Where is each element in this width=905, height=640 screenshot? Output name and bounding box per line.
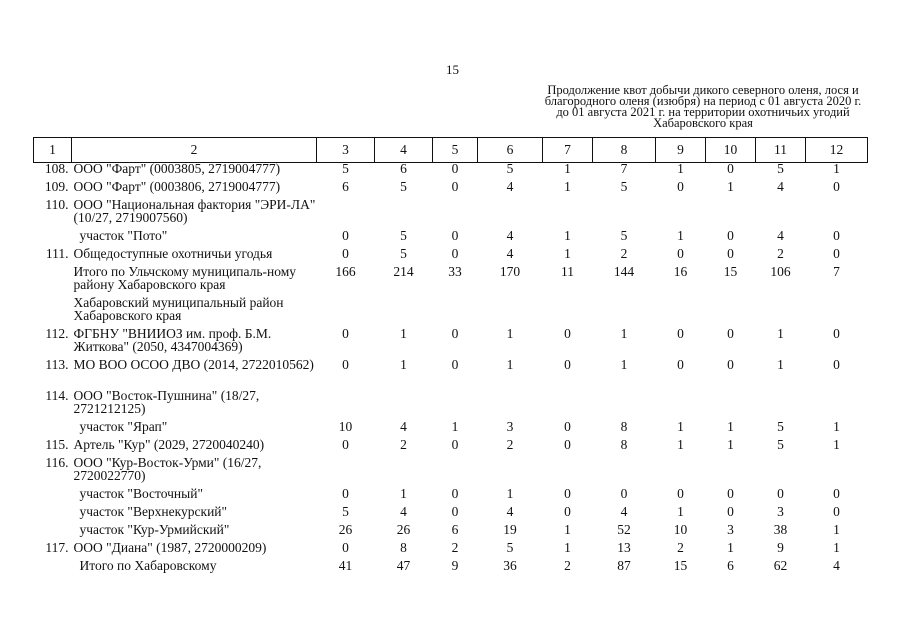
column-header: 6 [478,138,543,163]
quota-value-cell: 4 [833,558,840,573]
quota-value-cell: 2 [677,540,684,555]
quota-table [33,137,868,578]
column-header: 8 [593,138,656,163]
quota-value-cell: 1 [727,437,734,452]
quota-value-cell: 0 [833,357,840,372]
column-header: 4 [375,138,433,163]
quota-value-cell [478,457,543,488]
quota-value-cell: 4 [620,504,628,519]
quota-value-cell: 0 [342,437,349,452]
quota-value-cell: 41 [338,558,353,573]
caption-line: Хабаровского края [653,116,753,130]
quota-value-cell: 0 [564,504,571,519]
quota-value-cell [656,390,706,421]
row-number: 111. [45,246,69,261]
quota-value-cell [375,390,433,421]
quota-value-cell [806,199,868,230]
quota-value-cell: 36 [503,558,517,573]
quota-value-cell [478,199,543,230]
quota-value-cell: 170 [499,264,521,279]
quota-value-cell: 1 [620,357,628,372]
row-name: участок "Восточный" [79,486,203,501]
quota-value-cell: 10 [338,419,353,434]
caption-line: до 01 августа 2021 г. на территории охотничьих угодий [556,105,850,119]
quota-value-cell: 0 [727,228,734,243]
row-name: ООО "Восток-Пушнина" (18/27, 2721212125) [73,388,260,416]
quota-value-cell: 5 [777,437,784,452]
quota-value-cell: 0 [727,504,734,519]
quota-value-cell [706,390,756,421]
quota-value-cell: 0 [342,486,349,501]
column-header: 9 [656,138,706,163]
quota-value-cell: 5 [400,228,407,243]
quota-value-cell: 0 [451,179,459,194]
quota-value-cell: 1 [564,228,571,243]
row-number [34,297,72,328]
quota-value-cell [593,457,656,488]
quota-value-cell: 0 [451,246,459,261]
quota-value-cell: 0 [677,486,684,501]
quota-value-cell: 2 [506,437,514,452]
quota-value-cell: 11 [561,264,574,279]
quota-value-cell [706,457,756,488]
quota-value-cell [317,297,375,328]
column-header: 1 [34,138,72,163]
quota-value-cell [478,390,543,421]
quota-value-cell [375,199,433,230]
quota-value-cell: 1 [727,419,734,434]
table-row [34,560,868,578]
quota-value-cell [478,297,543,328]
column-header: 3 [317,138,375,163]
quota-value-cell: 0 [564,419,571,434]
table-row [34,328,868,359]
quota-value-cell: 1 [564,522,571,537]
quota-value-cell: 5 [400,179,407,194]
quota-value-cell: 0 [833,179,840,194]
quota-value-cell: 1 [564,179,571,194]
quota-value-cell [433,297,478,328]
row-number: 116. [45,455,69,470]
quota-value-cell: 0 [777,486,784,501]
quota-value-cell: 106 [770,264,791,279]
quota-value-cell: 0 [451,504,459,519]
quota-value-cell: 5 [342,504,349,519]
table-header [34,138,868,163]
quota-value-cell: 3 [777,504,784,519]
quota-value-cell [433,390,478,421]
quota-value-cell [706,199,756,230]
row-name: ООО "Национальная фактория "ЭРИ-ЛА" (10/27, 2719007560) [73,197,316,225]
quota-value-cell: 1 [777,326,784,341]
row-name: Итого по Ульчскому муниципаль-ному району Хабаровского края [73,264,297,292]
quota-value-cell: 26 [338,522,353,537]
quota-value-cell [656,457,706,488]
quota-value-cell: 0 [620,486,628,501]
quota-value-cell: 10 [673,522,688,537]
quota-value-cell: 13 [617,540,631,555]
quota-value-cell: 1 [506,486,514,501]
quota-value-cell: 0 [833,326,840,341]
quota-value-cell [756,457,806,488]
quota-value-cell: 1 [677,228,684,243]
row-number: 114. [45,388,69,403]
quota-value-cell: 47 [396,558,411,573]
quota-value-cell [317,199,375,230]
quota-value-cell: 5 [777,161,784,176]
quota-value-cell: 2 [451,540,459,555]
quota-value-cell [543,457,593,488]
quota-value-cell [806,297,868,328]
quota-value-cell [806,390,868,421]
quota-value-cell: 5 [506,161,514,176]
row-number: 113. [45,357,69,372]
quota-value-cell: 0 [727,161,734,176]
quota-value-cell: 9 [777,540,784,555]
quota-value-cell: 0 [342,357,349,372]
quota-value-cell: 9 [451,558,459,573]
quota-value-cell: 0 [564,326,571,341]
row-number: 110. [45,197,69,212]
quota-value-cell: 8 [620,437,628,452]
quota-value-cell: 15 [723,264,738,279]
row-number: 115. [45,437,69,452]
quota-value-cell: 4 [777,228,784,243]
quota-value-cell: 0 [564,357,571,372]
quota-value-cell: 0 [833,504,840,519]
quota-value-cell: 0 [677,246,684,261]
row-name: ФГБНУ "ВНИИОЗ им. проф. Б.М. Житкова" (2050, 4347004369) [73,326,272,354]
quota-value-cell: 0 [833,486,840,501]
quota-value-cell: 4 [506,246,514,261]
quota-value-cell: 1 [727,540,734,555]
table-body [34,163,868,579]
row-name: участок "Кур-Урмийский" [79,522,230,537]
column-header: 10 [706,138,756,163]
quota-value-cell: 5 [620,179,628,194]
quota-value-cell: 4 [506,179,514,194]
quota-value-cell [433,199,478,230]
row-name: Артель "Кур" (2029, 2720040240) [73,437,265,452]
quota-value-cell: 0 [727,486,734,501]
quota-value-cell [593,297,656,328]
quota-value-cell: 38 [773,522,788,537]
quota-value-cell: 5 [342,161,349,176]
quota-value-cell: 1 [833,437,840,452]
table-caption [532,85,874,129]
quota-value-cell [756,390,806,421]
table-row [34,457,868,488]
quota-value-cell [317,457,375,488]
quota-value-cell: 2 [564,558,571,573]
quota-value-cell: 214 [393,264,414,279]
quota-value-cell [656,199,706,230]
column-header: 5 [433,138,478,163]
quota-value-cell: 1 [677,504,684,519]
quota-value-cell: 0 [342,228,349,243]
page-number: 15 [446,62,459,77]
quota-value-cell [433,457,478,488]
row-name: участок "Верхнекурский" [79,504,228,519]
quota-value-cell: 0 [564,486,571,501]
row-number [34,266,72,297]
quota-value-cell: 1 [506,326,514,341]
quota-value-cell: 0 [677,357,684,372]
quota-value-cell: 19 [503,522,517,537]
quota-value-cell [375,457,433,488]
quota-value-cell: 4 [777,179,784,194]
table-row [34,266,868,297]
quota-value-cell: 4 [400,504,407,519]
quota-value-cell: 1 [677,419,684,434]
quota-value-cell: 0 [451,326,459,341]
header-row [34,138,868,163]
quota-value-cell: 5 [620,228,628,243]
quota-value-cell: 0 [727,246,734,261]
quota-value-cell: 87 [617,558,631,573]
quota-value-cell: 166 [335,264,356,279]
row-name: МО ВОО ОСОО ДВО (2014, 2722010562) [73,357,314,372]
row-number: 117. [45,540,69,555]
quota-value-cell: 0 [451,357,459,372]
row-name: участок "Пото" [79,228,168,243]
quota-value-cell: 2 [400,437,407,452]
quota-value-cell: 3 [506,419,514,434]
row-number [34,488,72,506]
quota-value-cell: 1 [564,161,571,176]
quota-value-cell: 6 [342,179,349,194]
quota-value-cell: 15 [673,558,688,573]
column-header: 12 [806,138,868,163]
quota-value-cell: 0 [342,326,349,341]
quota-value-cell: 8 [400,540,407,555]
quota-value-cell [656,297,706,328]
quota-value-cell [543,199,593,230]
quota-value-cell: 2 [777,246,784,261]
row-name: Общедоступные охотничьи угодья [73,246,273,261]
quota-value-cell: 144 [613,264,635,279]
quota-value-cell [375,297,433,328]
column-header: 7 [543,138,593,163]
row-name: Итого по Хабаровскому [79,558,217,573]
column-header: 2 [72,138,317,163]
column-header: 11 [756,138,806,163]
row-number [34,560,72,578]
quota-value-cell: 0 [833,228,840,243]
row-number: 112. [45,326,69,341]
quota-value-cell [706,297,756,328]
quota-value-cell: 1 [833,161,840,176]
quota-value-cell: 1 [506,357,514,372]
quota-value-cell: 1 [451,419,459,434]
quota-value-cell: 16 [673,264,688,279]
quota-value-cell: 1 [677,161,684,176]
quota-value-cell [593,390,656,421]
quota-value-cell: 7 [833,264,840,279]
quota-value-cell: 2 [620,246,628,261]
quota-value-cell: 5 [777,419,784,434]
quota-value-cell: 6 [400,161,407,176]
caption-line: благородного оленя (изюбря) на период с 01 августа 2020 г. [544,94,862,108]
quota-value-cell: 62 [773,558,788,573]
quota-value-cell [543,390,593,421]
row-name: Хабаровский муниципальный район Хабаровского края [73,295,284,323]
quota-value-cell: 0 [342,540,349,555]
table-row [34,390,868,421]
quota-value-cell: 26 [396,522,411,537]
quota-value-cell [756,199,806,230]
quota-value-cell: 6 [727,558,734,573]
quota-value-cell: 1 [564,246,571,261]
quota-value-cell: 0 [451,228,459,243]
row-name: ООО "Диана" (1987, 2720000209) [73,540,267,555]
quota-value-cell: 4 [506,504,514,519]
quota-value-cell: 5 [506,540,514,555]
quota-value-cell: 0 [564,437,571,452]
row-name: ООО "Фарт" (0003806, 2719004777) [73,179,281,194]
row-number: 108. [44,161,69,176]
row-number: 109. [44,179,69,194]
quota-value-cell: 1 [833,419,840,434]
quota-value-cell: 1 [833,540,840,555]
table-row [34,359,868,390]
quota-value-cell: 7 [620,161,628,176]
quota-value-cell: 6 [451,522,459,537]
quota-value-cell: 1 [400,357,407,372]
quota-value-cell: 1 [833,522,840,537]
quota-value-cell: 1 [777,357,784,372]
quota-value-cell [806,457,868,488]
quota-value-cell: 1 [677,437,684,452]
quota-value-cell: 0 [342,246,349,261]
quota-value-cell: 1 [400,486,407,501]
row-name: ООО "Фарт" (0003805, 2719004777) [73,161,281,176]
quota-value-cell: 0 [727,326,734,341]
quota-value-cell: 4 [400,419,407,434]
quota-value-cell [756,297,806,328]
quota-value-cell: 1 [400,326,407,341]
table-row [34,199,868,230]
quota-value-cell: 3 [727,522,734,537]
quota-value-cell: 0 [451,437,459,452]
quota-value-cell: 0 [451,486,459,501]
caption-line: Продолжение квот добычи дикого северного оленя, лося и [547,83,859,97]
quota-value-cell: 0 [833,246,840,261]
quota-value-cell: 8 [620,419,628,434]
quota-value-cell: 1 [727,179,734,194]
quota-value-cell: 0 [727,357,734,372]
quota-value-cell: 1 [564,540,571,555]
quota-value-cell: 0 [451,161,459,176]
quota-value-cell: 0 [677,326,684,341]
row-number [34,506,72,524]
quota-value-cell: 4 [506,228,514,243]
quota-value-cell: 0 [677,179,684,194]
quota-value-cell [317,390,375,421]
quota-value-cell: 1 [620,326,628,341]
quota-value-cell [593,199,656,230]
row-name: участок "Ярап" [79,419,168,434]
row-name: ООО "Кур-Восток-Урми" (16/27, 2720022770) [73,455,262,483]
quota-value-cell: 33 [448,264,462,279]
table-row [34,297,868,328]
quota-value-cell: 5 [400,246,407,261]
quota-value-cell [543,297,593,328]
quota-value-cell: 52 [617,522,631,537]
